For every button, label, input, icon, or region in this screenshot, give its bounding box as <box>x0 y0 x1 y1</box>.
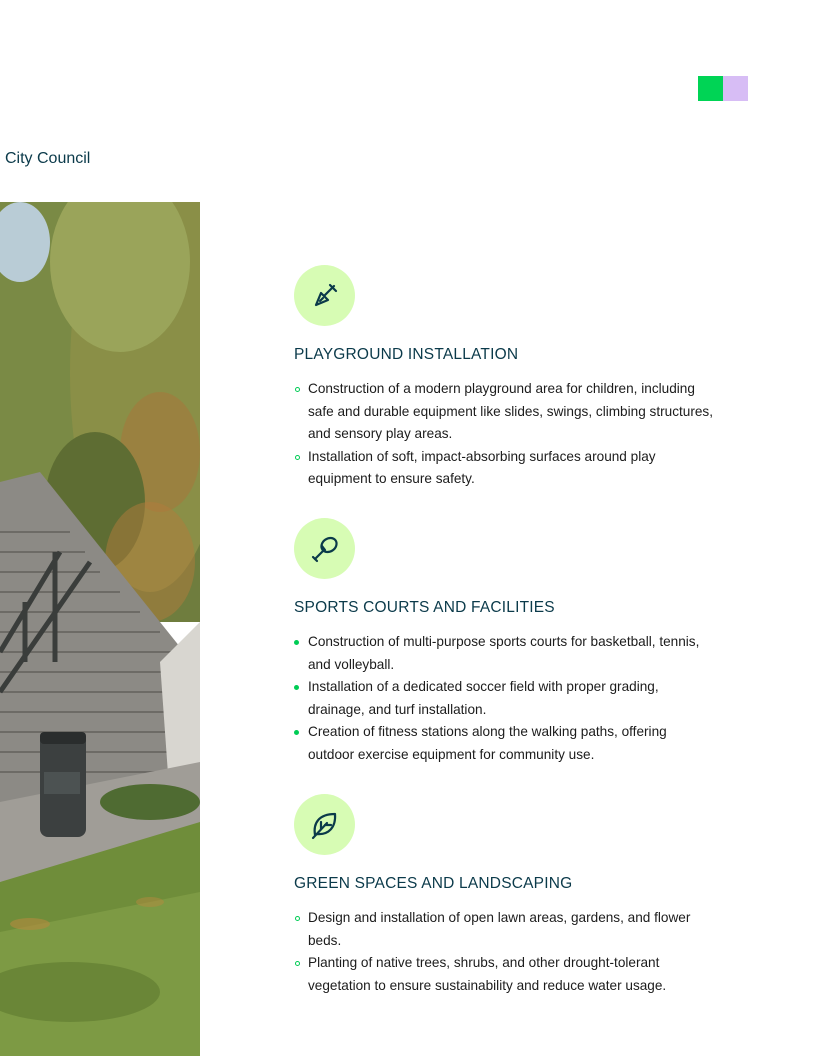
park-photo <box>0 202 200 1056</box>
section-title: SPORTS COURTS AND FACILITIES <box>294 599 555 616</box>
brand-color-blocks <box>698 76 748 101</box>
list-item: Construction of a modern playground area for children, including safe and durable equipment like slides, swings, climbing structures, and sensory play areas. <box>294 378 714 446</box>
icon-badge <box>294 265 355 326</box>
section-playground <box>294 265 714 491</box>
item-list <box>294 907 714 997</box>
item-list <box>294 378 714 491</box>
section-sports <box>294 518 714 766</box>
section-title: PLAYGROUND INSTALLATION <box>294 346 519 363</box>
icon-badge <box>294 518 355 579</box>
list-item: Installation of a dedicated soccer field with proper grading, drainage, and turf installation. <box>294 676 714 721</box>
list-item: Design and installation of open lawn areas, gardens, and flower beds. <box>294 907 714 952</box>
item-list <box>294 631 714 766</box>
brand-block-lavender <box>723 76 748 101</box>
icon-badge <box>294 794 355 855</box>
list-item: Planting of native trees, shrubs, and other drought-tolerant vegetation to ensure sustainability and reduce water usage. <box>294 952 714 997</box>
shovel-icon <box>308 279 342 313</box>
leaf-icon <box>307 807 343 843</box>
list-item: Installation of soft, impact-absorbing surfaces around play equipment to ensure safety. <box>294 446 714 491</box>
list-item: Construction of multi-purpose sports courts for basketball, tennis, and volleyball. <box>294 631 714 676</box>
section-title: GREEN SPACES AND LANDSCAPING <box>294 875 573 892</box>
org-name: City Council <box>5 150 91 167</box>
brand-block-green <box>698 76 723 101</box>
list-item: Creation of fitness stations along the walking paths, offering outdoor exercise equipment for community use. <box>294 721 714 766</box>
racket-icon <box>308 532 342 566</box>
section-green-spaces <box>294 794 714 997</box>
